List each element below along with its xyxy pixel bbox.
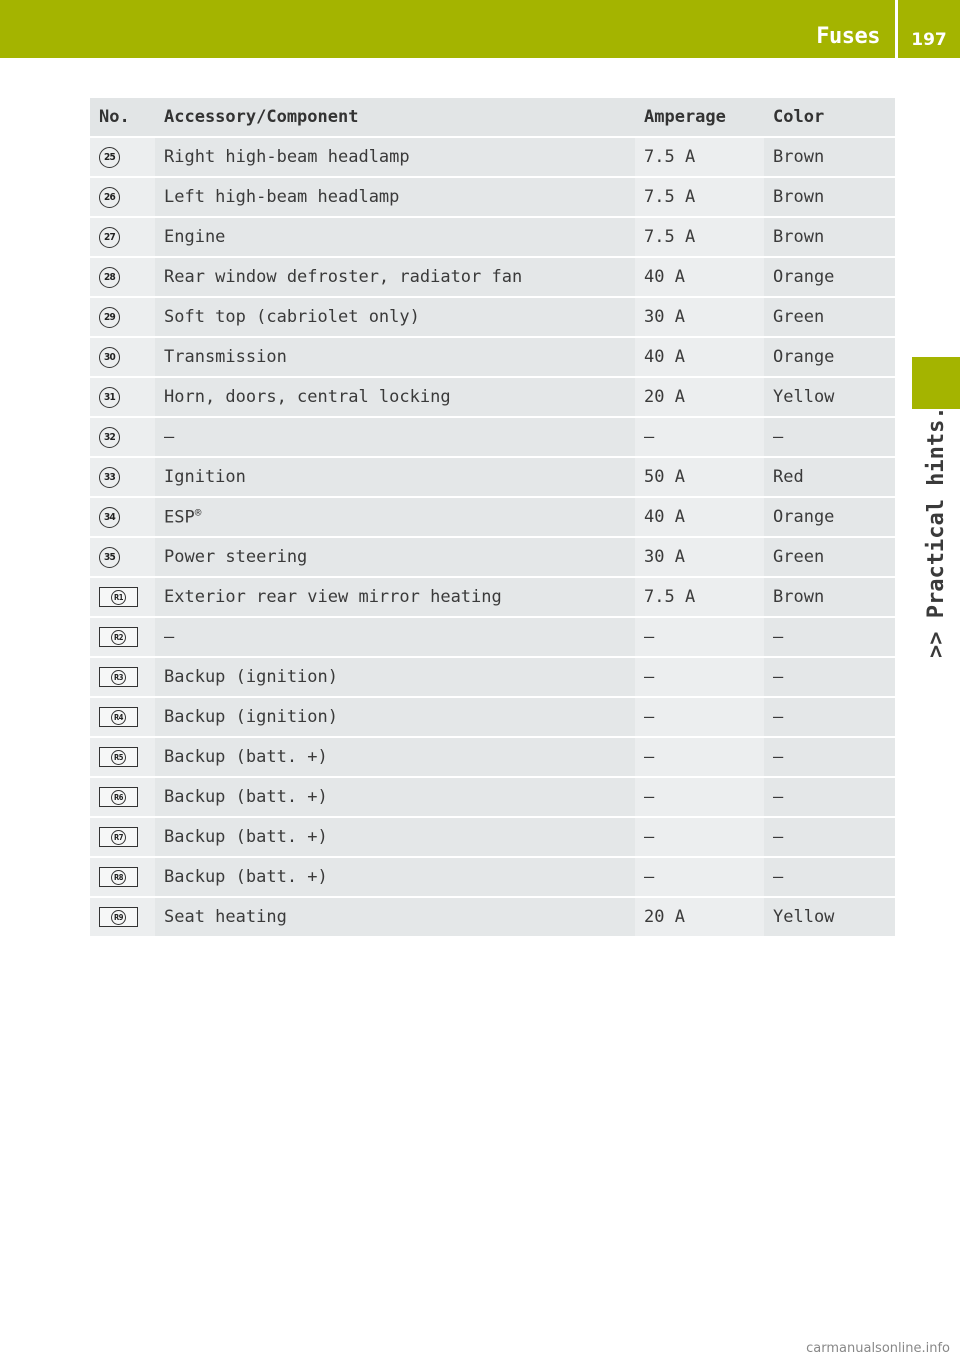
- component-text: Power steering: [164, 547, 308, 567]
- component-text: ESP: [164, 507, 195, 528]
- fuse-table: [90, 98, 895, 938]
- amperage-cell: —: [635, 697, 764, 737]
- color-cell: Orange: [764, 257, 895, 297]
- table-row: [90, 457, 895, 497]
- fuse-number-cell: [90, 297, 155, 337]
- amperage-cell: 20 A: [635, 377, 764, 417]
- amperage-cell: —: [635, 777, 764, 817]
- fuse-number-cell: [90, 217, 155, 257]
- amperage-cell: 30 A: [635, 297, 764, 337]
- fuse-number-cell: [90, 537, 155, 577]
- color-cell: —: [764, 737, 895, 777]
- fuse-number-cell: [90, 657, 155, 697]
- fuse-number-cell: [90, 457, 155, 497]
- component-cell: [155, 217, 635, 257]
- fuse-number-cell: [90, 777, 155, 817]
- fuse-number-badge: 27: [99, 227, 120, 248]
- component-cell: [155, 617, 635, 657]
- color-cell: Orange: [764, 497, 895, 537]
- table-row: [90, 657, 895, 697]
- color-cell: —: [764, 857, 895, 897]
- amperage-cell: —: [635, 617, 764, 657]
- fuse-number-cell: [90, 817, 155, 857]
- color-cell: —: [764, 777, 895, 817]
- color-cell: Brown: [764, 137, 895, 177]
- component-cell: [155, 417, 635, 457]
- table-row: [90, 737, 895, 777]
- fuse-number-badge: 32: [99, 427, 120, 448]
- table-row: [90, 177, 895, 217]
- component-text: Backup (batt. +): [164, 867, 328, 887]
- amperage-cell: —: [635, 857, 764, 897]
- table-row: [90, 817, 895, 857]
- component-text: Rear window defroster, radiator fan: [164, 267, 523, 287]
- amperage-cell: 7.5 A: [635, 137, 764, 177]
- column-header-amperage: Amperage: [635, 98, 764, 137]
- table-row: [90, 377, 895, 417]
- column-header-component: Accessory/Component: [155, 98, 635, 137]
- table-row: [90, 777, 895, 817]
- component-cell: [155, 497, 635, 537]
- table-row: [90, 617, 895, 657]
- component-text: Engine: [164, 227, 226, 247]
- fuse-number-badge: 25: [99, 147, 120, 168]
- relay-box-icon: [99, 747, 138, 767]
- table-row: [90, 257, 895, 297]
- column-header-color: Color: [764, 98, 895, 137]
- column-header-no: No.: [90, 98, 155, 137]
- amperage-cell: 50 A: [635, 457, 764, 497]
- component-cell: [155, 657, 635, 697]
- component-cell: [155, 697, 635, 737]
- table-row: [90, 217, 895, 257]
- component-text: Transmission: [164, 347, 287, 367]
- amperage-cell: 20 A: [635, 897, 764, 937]
- fuse-number-badge: 33: [99, 467, 120, 488]
- side-tab-marker: [912, 357, 960, 409]
- fuse-number-badge: 35: [99, 547, 120, 568]
- page-number: 197: [911, 30, 947, 50]
- fuse-number-badge: R6: [111, 790, 126, 805]
- fuse-number-cell: [90, 617, 155, 657]
- color-cell: —: [764, 617, 895, 657]
- component-text: Backup (batt. +): [164, 787, 328, 807]
- fuse-number-badge: R5: [111, 750, 126, 765]
- relay-box-icon: [99, 827, 138, 847]
- component-text: Soft top (cabriolet only): [164, 307, 420, 327]
- relay-box-icon: [99, 587, 138, 607]
- color-cell: Green: [764, 537, 895, 577]
- fuse-number-badge: 31: [99, 387, 120, 408]
- color-cell: Yellow: [764, 377, 895, 417]
- table-row: [90, 497, 895, 537]
- fuse-number-badge: R4: [111, 710, 126, 725]
- fuse-number-cell: [90, 337, 155, 377]
- component-cell: [155, 177, 635, 217]
- fuse-number-cell: [90, 857, 155, 897]
- relay-box-icon: [99, 787, 138, 807]
- relay-box-icon: [99, 907, 138, 927]
- table-row: [90, 537, 895, 577]
- component-text: Backup (batt. +): [164, 747, 328, 767]
- table-row: [90, 897, 895, 937]
- component-text: Left high-beam headlamp: [164, 187, 400, 207]
- component-text: Backup (batt. +): [164, 827, 328, 847]
- table-row: [90, 857, 895, 897]
- color-cell: Yellow: [764, 897, 895, 937]
- fuse-number-badge: 30: [99, 347, 120, 368]
- amperage-cell: —: [635, 417, 764, 457]
- relay-box-icon: [99, 867, 138, 887]
- fuse-number-cell: [90, 577, 155, 617]
- table-row: [90, 577, 895, 617]
- fuse-number-badge: R2: [111, 630, 126, 645]
- component-cell: [155, 897, 635, 937]
- color-cell: —: [764, 657, 895, 697]
- amperage-cell: 40 A: [635, 497, 764, 537]
- table-row: [90, 337, 895, 377]
- side-tab-text: >> Practical hints.: [924, 406, 949, 658]
- fuse-number-cell: [90, 257, 155, 297]
- fuse-number-badge: R9: [111, 910, 126, 925]
- amperage-cell: 7.5 A: [635, 217, 764, 257]
- amperage-cell: —: [635, 817, 764, 857]
- component-cell: [155, 537, 635, 577]
- amperage-cell: —: [635, 657, 764, 697]
- fuse-number-cell: [90, 137, 155, 177]
- component-text: Backup (ignition): [164, 667, 338, 687]
- table-row: [90, 297, 895, 337]
- fuse-number-badge: R3: [111, 670, 126, 685]
- fuse-number-cell: [90, 897, 155, 937]
- component-cell: [155, 577, 635, 617]
- fuse-table-body: [90, 137, 895, 937]
- component-cell: [155, 297, 635, 337]
- component-text: —: [164, 627, 175, 647]
- color-cell: —: [764, 817, 895, 857]
- amperage-cell: 7.5 A: [635, 577, 764, 617]
- fuse-number-cell: [90, 377, 155, 417]
- color-cell: Red: [764, 457, 895, 497]
- table-row: [90, 137, 895, 177]
- amperage-cell: 30 A: [635, 537, 764, 577]
- watermark: carmanualsonline.info: [806, 1341, 950, 1356]
- table-header-row: [90, 98, 895, 137]
- fuse-number-cell: [90, 417, 155, 457]
- component-text: Seat heating: [164, 907, 287, 927]
- component-cell: [155, 337, 635, 377]
- fuse-number-badge: R1: [111, 590, 126, 605]
- table-row: [90, 697, 895, 737]
- amperage-cell: 40 A: [635, 337, 764, 377]
- section-title: Fuses: [816, 24, 880, 49]
- registered-mark: ®: [194, 506, 202, 520]
- relay-box-icon: [99, 627, 138, 647]
- component-text: Horn, doors, central locking: [164, 387, 451, 407]
- fuse-number-badge: 26: [99, 187, 120, 208]
- fuse-number-cell: [90, 177, 155, 217]
- fuse-number-badge: 34: [99, 507, 120, 528]
- amperage-cell: 7.5 A: [635, 177, 764, 217]
- component-cell: [155, 737, 635, 777]
- color-cell: Brown: [764, 217, 895, 257]
- component-text: Ignition: [164, 467, 246, 487]
- color-cell: Green: [764, 297, 895, 337]
- fuse-number-badge: R8: [111, 870, 126, 885]
- color-cell: Brown: [764, 177, 895, 217]
- component-cell: [155, 777, 635, 817]
- fuse-number-badge: 29: [99, 307, 120, 328]
- component-cell: [155, 137, 635, 177]
- component-text: Backup (ignition): [164, 707, 338, 727]
- component-cell: [155, 257, 635, 297]
- relay-box-icon: [99, 667, 138, 687]
- component-text: Right high-beam headlamp: [164, 147, 410, 167]
- component-cell: [155, 817, 635, 857]
- table-row: [90, 417, 895, 457]
- component-text: —: [164, 427, 175, 447]
- side-tab-label: [912, 406, 960, 658]
- amperage-cell: —: [635, 737, 764, 777]
- color-cell: —: [764, 697, 895, 737]
- amperage-cell: 40 A: [635, 257, 764, 297]
- relay-box-icon: [99, 707, 138, 727]
- fuse-number-cell: [90, 697, 155, 737]
- fuse-number-cell: [90, 737, 155, 777]
- fuse-number-badge: R7: [111, 830, 126, 845]
- component-cell: [155, 857, 635, 897]
- color-cell: —: [764, 417, 895, 457]
- fuse-number-badge: 28: [99, 267, 120, 288]
- component-cell: [155, 457, 635, 497]
- color-cell: Orange: [764, 337, 895, 377]
- fuse-number-cell: [90, 497, 155, 537]
- color-cell: Brown: [764, 577, 895, 617]
- component-cell: [155, 377, 635, 417]
- component-text: Exterior rear view mirror heating: [164, 587, 502, 607]
